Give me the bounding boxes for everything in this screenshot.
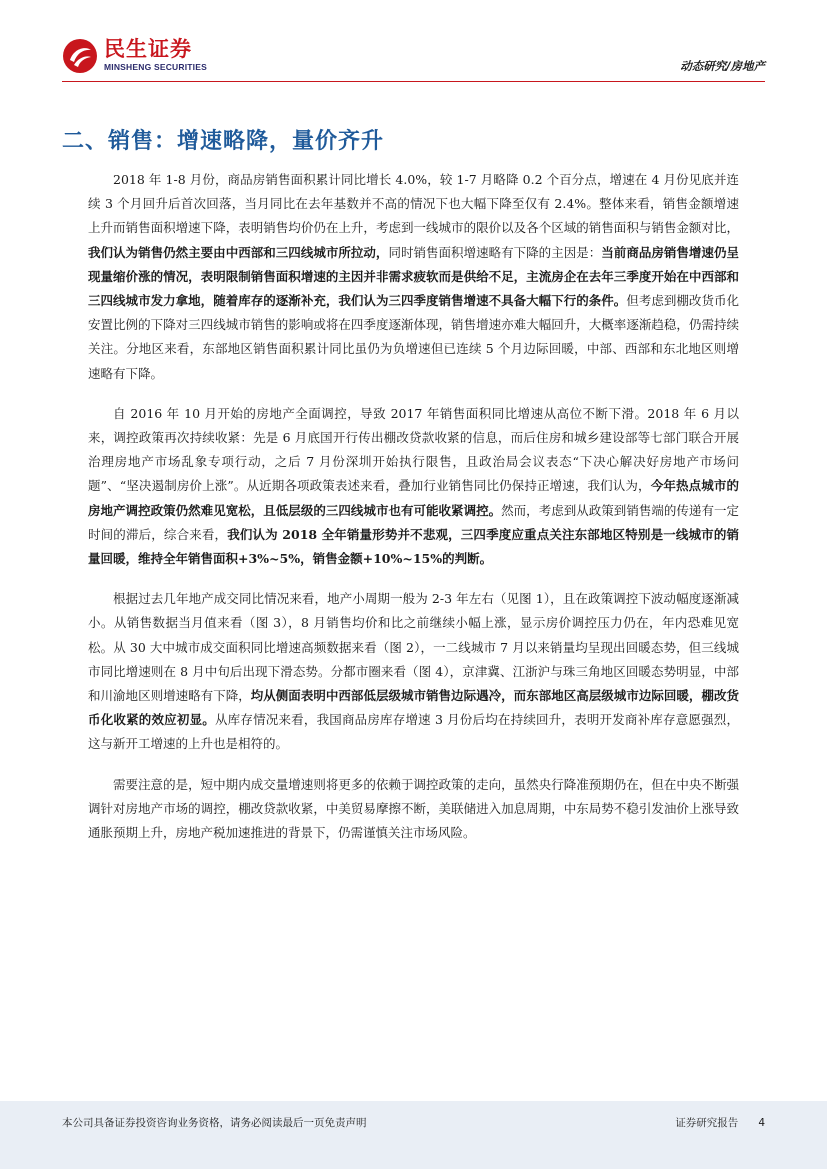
header-divider [62,81,765,82]
text-run: 需要注意的是，短中期内成交量增速则将更多的依赖于调控政策的走向，虽然央行降准预期仍在，但在中央不断强调针对房地产市场的调控，棚改贷款收紧，中美贸易摩擦不断，美联储进入加息周期，中东局势不稳引发油价上涨导致通胀预期上升，房地产税加速推进的背景下，仍需谨慎关注市场风险。 [88,776,739,841]
logo-mark-icon [62,38,98,74]
paragraph-gap [88,757,739,773]
page-footer [0,1101,827,1169]
text-run: 自 2016 年 10 月开始的房地产全面调控，导致 2017 年销售面积同比增速从高位不断下滑。2018 年 6 月以来，调控政策再次持续收紧：先是 6 月底国开行传出棚改贷款收紧的信息，而后住房和城乡建设部等七部门联合开展治理房地产市场乱象专项行动，之后 7 月份深圳开始执行限售，且政治局会议表态“下决心解决好房地产市场问题”、“坚决遏制房价上涨”。从近期各项政策表述来看，叠加行业销售同比仍保持正增速，我们认为， [88,405,739,494]
bold-text-run: 我们认为 2018 全年销量形势并不悲观，三四季度应重点关注东部地区特别是一线城市的销量回暖，维持全年销售面积+3%~5%，销售金额+10%~15%的判断。 [88,526,739,567]
body-paragraph [88,773,739,846]
body-paragraph [88,168,739,386]
logo-chinese-name: 民生证券 [104,37,192,61]
footer-right [675,1115,765,1130]
body-text [88,168,739,845]
text-run: 2018 年 1-8 月份，商品房销售面积累计同比增长 4.0%，较 1-7 月略降 0.2 个百分点，增速在 4 月份见底并连续 3 个月回升后首次回落，当月同比在去年基数并不高的情况下也大幅下降至仅有 2.4%。整体来看，销售金额增速上升而销售面积增速下降，表明销售均价仍在上升，考虑到一线城市的限价以及各个区域的销售面积与销售金额对比， [88,172,739,236]
text-run: 但考虑到棚改货币化安置比例的下降对三四线城市销售的影响或将在四季度逐渐体现，销售增速亦难大幅回升，大概率逐渐趋稳，仍需持续关注。分地区来看，东部地区销售面积累计同比虽仍为负增速但已连续 5 个月边际回暖，中部、西部和东北地区则增速略有下降。 [88,293,739,381]
page-number: 4 [758,1117,765,1129]
footer-disclaimer: 本公司具备证券投资咨询业务资格，请务必阅读最后一页免责声明 [62,1117,367,1129]
paragraph-gap [88,571,739,587]
bold-text-run: 当前商品房销售增速仍呈现量缩价涨的情况，表明限制销售面积增速的主因并非需求疲软而是供给不足，主流房企在去年三季度开始在中西部和三四线城市发力拿地，随着库存的逐渐补充，我们认为三四季度销售增速不具备大幅下行的条件。 [88,244,739,309]
bold-text-run: 均从侧面表明中西部低层级城市销售边际遇冷，而东部地区高层级城市边际回暖，棚改货币化收紧的效应初显。 [88,688,739,728]
section-title: 二、销售：增速略降，量价齐升 [62,129,385,154]
minsheng-logo [62,36,262,78]
paragraph-gap [88,386,739,402]
text-run: 根据过去几年地产成交同比情况来看，地产小周期一般为 2-3 年左右（见图 1），且在政策调控下波动幅度逐渐减小。从销售数据当月值来看（图 3），8 月销售均价和比之前继续小幅上涨，显示房价调控压力仍在，年内恐难见宽松。从 30 大中城市成交面积同比增速高频数据来看（图 2），一二线城市 7 月以来销量均呈现出回暖态势，但三线城市同比增速则在 8 月中旬后出现下滑态势。分都市圈来看（图 4），京津冀、江浙沪与珠三角地区回暖态势明显，中部和川渝地区则增速略有下降， [88,591,739,704]
page-header [0,0,827,80]
body-paragraph [88,587,739,756]
text-run: 从库存情况来看，我国商品房库存增速 3 月份后均在持续回升，表明开发商补库存意愿强烈，这与新开工增速的上升也是相符的。 [88,712,739,752]
text-run: 同时销售面积增速略有下降的主因是： [388,244,602,260]
body-paragraph [88,402,739,571]
bold-text-run: 我们认为销售仍然主要由中西部和三四线城市所拉动， [88,244,389,260]
footer-report-type: 证券研究报告 [675,1117,739,1129]
bold-text-run: 今年热点城市的房地产调控政策仍然难见宽松，且低层级的三四线城市也有可能收紧调控。 [88,478,739,518]
logo-english-name: MINSHENG SECURITIES [104,62,207,72]
report-section-tag: 动态研究/房地产 [680,59,765,73]
text-run: 然而，考虑到从政策到销售端的传递有一定时间的滞后，综合来看， [88,502,739,542]
